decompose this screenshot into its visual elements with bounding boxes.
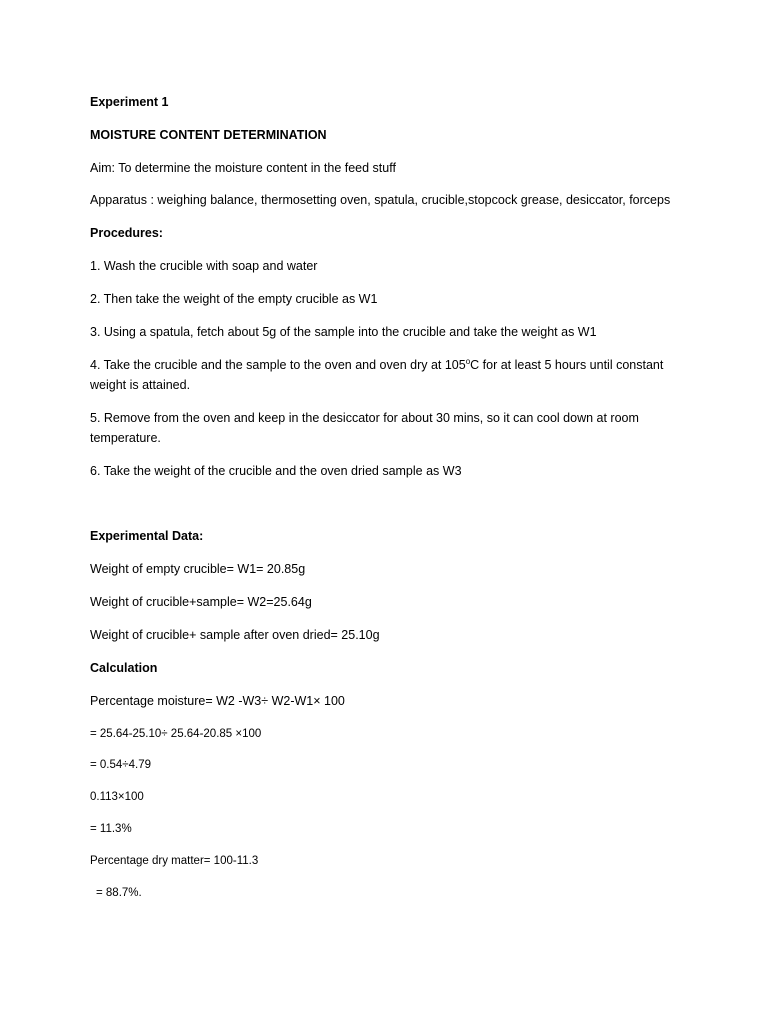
procedure-step-4-line-1 [90, 355, 663, 375]
experimental-data-heading: Experimental Data: [90, 529, 204, 543]
procedure-step-2: 2. Then take the weight of the empty crucible as W1 [90, 292, 378, 306]
procedure-step-3: 3. Using a spatula, fetch about 5g of the sample into the crucible and take the weight as W1 [90, 325, 597, 339]
calc-step-2: = 0.54÷4.79 [90, 759, 151, 771]
data-weight-after-drying: Weight of crucible+ sample after oven dried= 25.10g [90, 628, 380, 642]
calc-moisture-formula: Percentage moisture= W2 -W3÷ W2-W1× 100 [90, 694, 345, 708]
experiment-label: Experiment 1 [90, 95, 169, 109]
calc-dry-matter-result: = 88.7%. [96, 887, 142, 899]
apparatus-text: Apparatus : weighing balance, thermosetting oven, spatula, crucible,stopcock grease, desiccator, forceps [90, 193, 671, 207]
step-4-text-start: 4. Take the crucible and the sample to the oven and oven dry at 105 [90, 358, 466, 372]
procedure-step-1: 1. Wash the crucible with soap and water [90, 259, 318, 273]
document-title: MOISTURE CONTENT DETERMINATION [90, 128, 327, 142]
procedure-step-5-line-1: 5. Remove from the oven and keep in the desiccator for about 30 mins, so it can cool down at room [90, 411, 639, 425]
procedure-step-4-line-2: weight is attained. [90, 378, 191, 392]
calc-dry-matter-formula: Percentage dry matter= 100-11.3 [90, 855, 259, 867]
procedures-heading: Procedures: [90, 226, 163, 240]
data-weight-crucible-sample: Weight of crucible+sample= W2=25.64g [90, 595, 312, 609]
step-4-text-end: C for at least 5 hours until constant [470, 358, 664, 372]
calculation-heading: Calculation [90, 661, 158, 675]
data-weight-empty-crucible: Weight of empty crucible= W1= 20.85g [90, 562, 306, 576]
procedure-step-6: 6. Take the weight of the crucible and the oven dried sample as W3 [90, 464, 462, 478]
calc-step-1: = 25.64-25.10÷ 25.64-20.85 ×100 [90, 728, 262, 740]
aim-text: Aim: To determine the moisture content in the feed stuff [90, 161, 396, 175]
procedure-step-5-line-2: temperature. [90, 431, 161, 445]
degree-symbol: o [465, 356, 471, 366]
calc-step-3: 0.113×100 [90, 791, 144, 803]
calc-step-4: = 11.3% [90, 823, 132, 835]
